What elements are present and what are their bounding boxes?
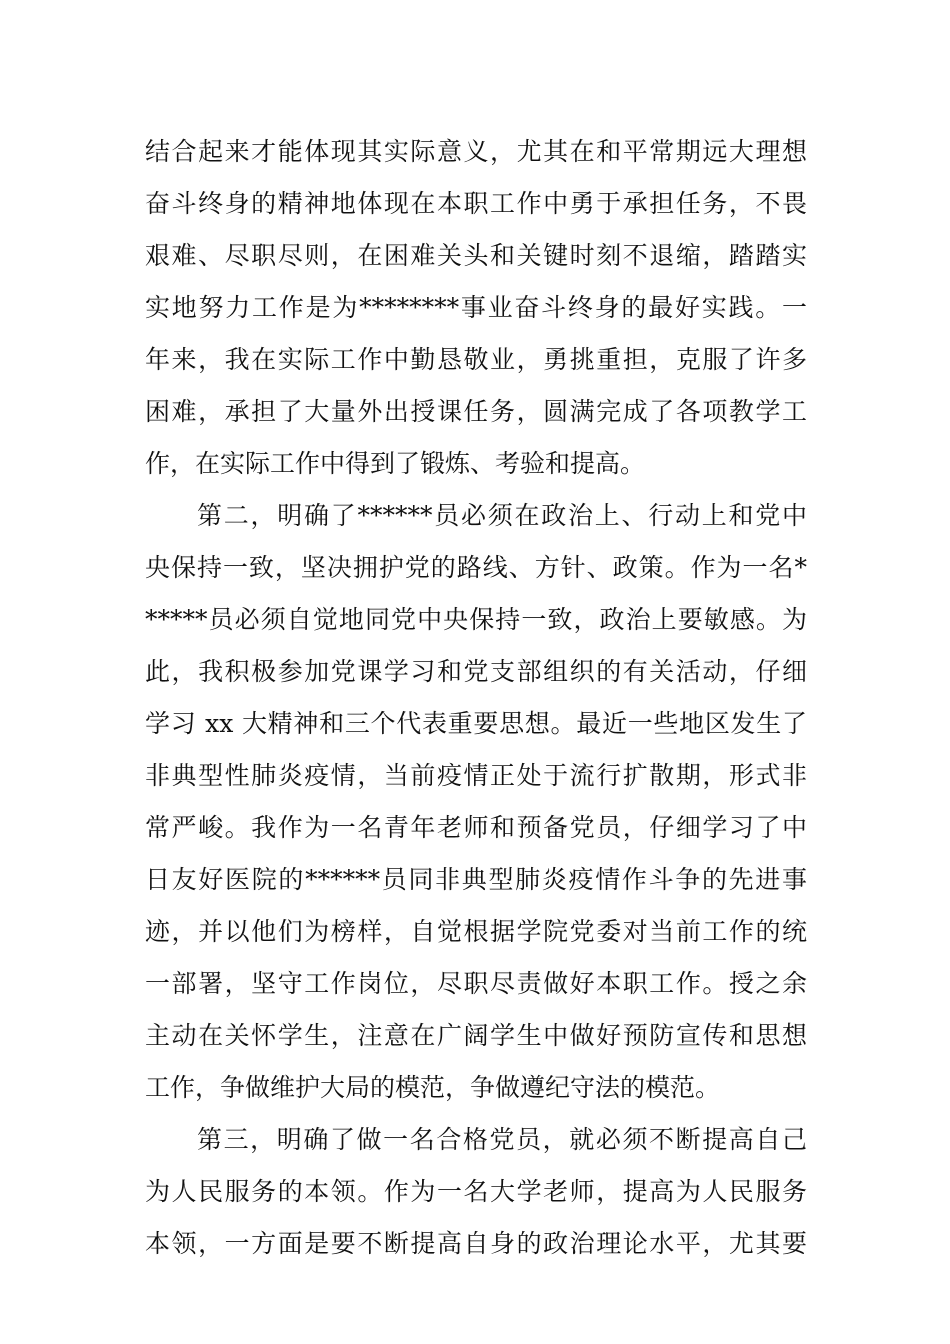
text-line: 学习 xx 大精神和三个代表重要思想。最近一些地区发生了	[145, 709, 807, 738]
text-line: 此，我积极参加党课学习和党支部组织的有关活动，仔细	[145, 657, 807, 686]
paragraph-end-line: 工作，争做维护大局的模范，争做遵纪守法的模范。	[145, 1073, 721, 1102]
text-line: 实地努力工作是为********事业奋斗终身的最好实践。一	[145, 293, 807, 322]
text-line: 本领，一方面是要不断提高自身的政治理论水平，尤其要	[145, 1229, 807, 1258]
paragraph-start-line: 第三，明确了做一名合格党员，就必须不断提高自己	[197, 1125, 807, 1154]
text-line: 主动在关怀学生，注意在广阔学生中做好预防宣传和思想	[145, 1021, 807, 1050]
paragraph-start-line: 第二，明确了******员必须在政治上、行动上和党中	[197, 501, 807, 530]
text-line: 常严峻。我作为一名青年老师和预备党员，仔细学习了中	[145, 813, 807, 842]
text-line: 央保持一致，坚决拥护党的路线、方针、政策。作为一名*	[145, 553, 807, 582]
text-line: 艰难、尽职尽则，在困难关头和关键时刻不退缩，踏踏实	[145, 241, 807, 270]
text-line: *****员必须自觉地同党中央保持一致，政治上要敏感。为	[145, 605, 807, 634]
text-line: 困难，承担了大量外出授课任务，圆满完成了各项教学工	[145, 397, 807, 426]
text-line: 迹，并以他们为榜样，自觉根据学院党委对当前工作的统	[145, 917, 807, 946]
text-line: 为人民服务的本领。作为一名大学老师，提高为人民服务	[145, 1177, 807, 1206]
text-line: 一部署，坚守工作岗位，尽职尽责做好本职工作。授之余	[145, 969, 807, 998]
text-line: 奋斗终身的精神地体现在本职工作中勇于承担任务，不畏	[145, 189, 807, 218]
text-line: 非典型性肺炎疫情，当前疫情正处于流行扩散期，形式非	[145, 761, 807, 790]
text-line: 结合起来才能体现其实际意义，尤其在和平常期远大理想	[145, 137, 807, 166]
text-line: 年来，我在实际工作中勤恳敬业，勇挑重担，克服了许多	[145, 345, 807, 374]
text-line: 日友好医院的******员同非典型肺炎疫情作斗争的先进事	[145, 865, 807, 894]
document-body	[145, 126, 807, 1270]
paragraph-end-line: 作，在实际工作中得到了锻炼、考验和提高。	[145, 449, 646, 478]
